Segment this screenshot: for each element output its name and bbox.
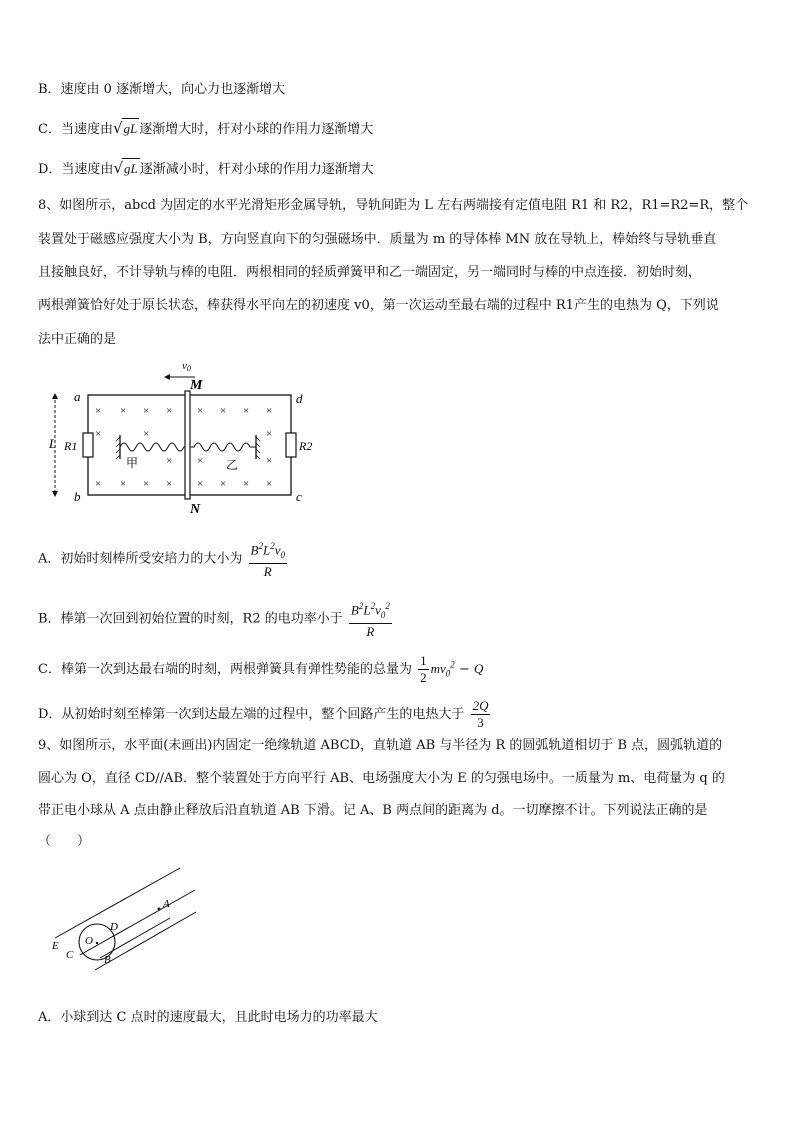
q9-stem-line3: 带正电小球从 A 点由静止释放后沿直轨道 AB 下滑。记 A、B 两点间的距离为 d。一切摩擦不计。下列说法正确的是 (38, 803, 708, 818)
q9-track-figure (40, 860, 200, 975)
q8-rail-circuit-figure (40, 355, 330, 515)
q8-stem-line4: 两根弹簧恰好处于原长状态，棒获得水平向左的初速度 v0，第一次运动至最右端的过程中 R1产生的电热为 Q，下列说 (38, 298, 719, 313)
q8-b-fraction: $\frac{B^2L^2v_0^2}{R}$ (349, 598, 392, 640)
svg-text:×: × (243, 478, 250, 490)
svg-text:×: × (166, 478, 173, 490)
label-v0: v0 (182, 360, 191, 373)
svg-text:×: × (143, 478, 150, 490)
q8-d-fraction: $\frac{2Q}{3}$ (472, 698, 489, 730)
svg-text:×: × (266, 405, 273, 417)
label-c: C (66, 949, 74, 961)
svg-text:×: × (143, 428, 150, 440)
label-d: D (110, 921, 118, 933)
label-r2: R2 (299, 439, 313, 453)
q8-option-b: B．棒第一次回到初始位置的时刻，R2 的电功率小于 $\frac{B^2L^2v_0^2}{R}$ (38, 598, 394, 640)
svg-text:×: × (95, 478, 102, 490)
resistor-r1 (83, 433, 93, 457)
svg-text:×: × (95, 428, 102, 440)
label-a: A (163, 898, 170, 910)
q9-stem-line1: 9、如图所示，水平面(未画出)内固定一绝缘轨道 ABCD，直轨道 AB 与半径为 R 的圆弧轨道相切于 B 点，圆弧轨道的 (38, 738, 723, 753)
svg-text:×: × (95, 405, 102, 417)
label-n: N (190, 502, 201, 515)
rod-mn (185, 391, 190, 499)
label-c: c (296, 489, 302, 504)
q9-paren: （ ） (38, 834, 91, 849)
svg-text:×: × (266, 478, 273, 490)
svg-text:×: × (220, 478, 227, 490)
svg-text:×: × (266, 455, 273, 467)
label-b: b (74, 489, 81, 504)
q7-option-d: D．当速度由√gL 逐渐减小时，杆对小球的作用力逐渐增大 (38, 159, 374, 177)
q8-option-a: A．初始时刻棒所受安培力的大小为 $\frac{B^2L^2v_0}{R}$ (38, 538, 289, 580)
label-yi: 乙 (226, 458, 239, 472)
svg-text:×: × (243, 405, 250, 417)
q8-stem-line1: 8、如图所示，abcd 为固定的水平光滑矩形金属导轨，导轨间距为 L 左右两端接有定值电阻 R1 和 R2，R1=R2=R，整个 (38, 198, 749, 213)
label-L: L (49, 436, 57, 451)
q9-stem-line2: 圆心为 O，直径 CD//AB．整个装置处于方向平行 AB、电场强度大小为 E 的匀强电场中。一质量为 m、电荷量为 q 的 (38, 771, 725, 786)
q7-option-b: B．速度由 0 逐渐增大，向心力也逐渐增大 (38, 82, 286, 97)
svg-text:×: × (197, 405, 204, 417)
q8-option-c: C．棒第一次到达最右端的时刻，两根弹簧具有弹性势能的总量为 $\frac{1}{2}$ $mv_0^2 - Q$ (38, 653, 484, 685)
label-e: E (52, 940, 59, 952)
svg-text:×: × (197, 455, 204, 467)
q8-stem-line3: 且接触良好，不计导轨与棒的电阻．两根相同的轻质弹簧甲和乙一端固定，另一端同时与棒的中点连接．初始时刻， (38, 265, 702, 280)
q9-option-a: A．小球到达 C 点时的速度最大，且此时电场力的功率最大 (38, 1010, 378, 1025)
svg-text:×: × (120, 478, 127, 490)
label-jia: 甲 (126, 456, 139, 470)
resistor-r2 (286, 433, 296, 457)
q8-c-fraction: $\frac{1}{2}$ (420, 653, 427, 685)
svg-text:×: × (166, 455, 173, 467)
svg-text:×: × (166, 405, 173, 417)
svg-text:×: × (120, 405, 127, 417)
label-b: B (104, 954, 111, 966)
q7-option-c: C．当速度由√gL 逐渐增大时，杆对小球的作用力逐渐增大 (38, 119, 374, 137)
label-m: M (190, 378, 203, 393)
label-o: O (85, 935, 93, 947)
spring-jia (120, 443, 185, 451)
q8-option-d: D．从初始时刻至棒第一次到达最左端的过程中，整个回路产生的电热大于 $\frac{2Q}{3}$ (38, 698, 489, 730)
spring-yi (190, 443, 256, 451)
svg-text:×: × (266, 428, 273, 440)
svg-text:×: × (143, 405, 150, 417)
label-d: d (296, 391, 303, 406)
q8-stem-line5: 法中正确的是 (38, 332, 117, 347)
q8-stem-line2: 装置处于磁感应强度大小为 B，方向竖直向下的匀强磁场中．质量为 m 的导体棒 MN 放在导轨上，棒始终与导轨垂直 (38, 232, 717, 247)
svg-text:×: × (220, 405, 227, 417)
svg-text:×: × (197, 478, 204, 490)
q8-a-fraction: $\frac{B^2L^2v_0}{R}$ (249, 538, 287, 580)
label-r1: R1 (64, 439, 78, 453)
label-a: a (74, 389, 81, 404)
